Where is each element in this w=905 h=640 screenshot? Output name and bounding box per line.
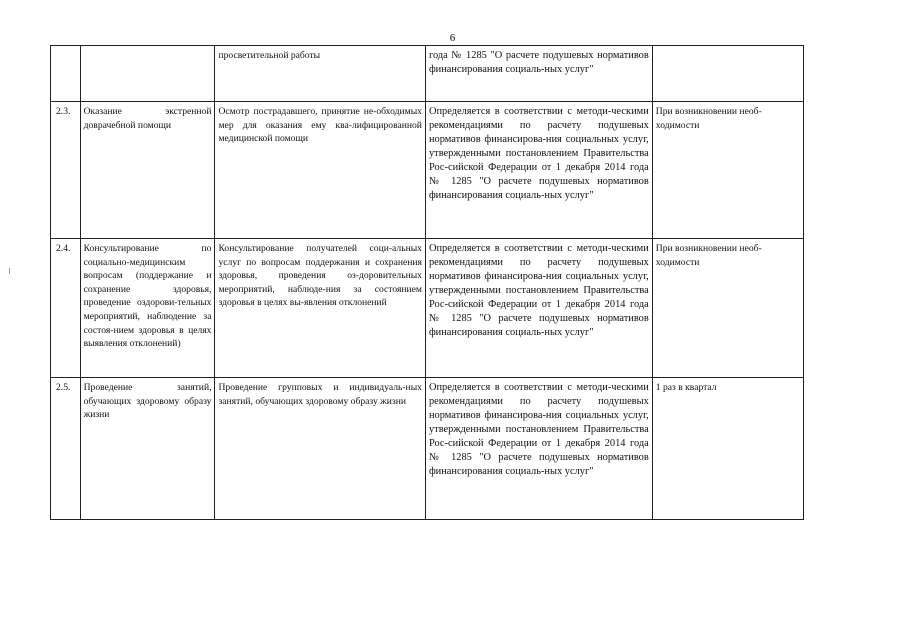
row-number: 2.3. (51, 102, 81, 239)
service-content: Проведение групповых и индивидуаль-ных занятий, обучающих здоровому образу жизни (215, 378, 425, 520)
table-row (51, 378, 804, 520)
table-row (51, 102, 804, 239)
service-period: При возникновении необ-ходимости (652, 239, 803, 378)
service-standard: Определяется в соответствии с методи-ческими рекомендациями по расчету подушевых нормативов финансирова-ния социальных услуг, утвержденными постановлением Правительства Рос-сийской Федерации от 1 декабря 2014 года № 1285 "О расчете подушевых нормативов финансирования социаль-ных услуг" (425, 102, 652, 239)
service-name (80, 46, 215, 102)
page-number: 6 (449, 32, 456, 44)
service-period: 1 раз в квартал (652, 378, 803, 520)
service-period: При возникновении необ-ходимости (652, 102, 803, 239)
service-name: Оказание экстренной доврачебной помощи (80, 102, 215, 239)
service-standard: года № 1285 "О расчете подушевых нормативов финансирования социаль-ных услуг" (425, 46, 652, 102)
service-content: Осмотр пострадавшего, принятие не-обходимых мер для оказания ему ква-лифицированной медицинской помощи (215, 102, 425, 239)
table-row (51, 239, 804, 378)
service-standard: Определяется в соответствии с методи-ческими рекомендациями по расчету подушевых нормативов финансирова-ния социальных услуг, утвержденными постановлением Правительства Рос-сийской Федерации от 1 декабря 2014 года № 1285 "О расчете подушевых нормативов финансирования социаль-ных услуг" (425, 378, 652, 520)
row-number: 2.4. (51, 239, 81, 378)
margin-mark (9, 268, 10, 274)
service-name: Проведение занятий, обучающих здоровому образу жизни (80, 378, 215, 520)
service-standard: Определяется в соответствии с методи-ческими рекомендациями по расчету подушевых нормативов финансирова-ния социальных услуг, утвержденными постановлением Правительства Рос-сийской Федерации от 1 декабря 2014 года № 1285 "О расчете подушевых нормативов финансирования социаль-ных услуг" (425, 239, 652, 378)
service-content: Консультирование получателей соци-альных услуг по вопросам поддержания и сохранения здоровья, проведения оз-доровительных мероприятий, наблюде-ния за состоянием здоровья в целях вы-явления отклонений (215, 239, 425, 378)
service-period (652, 46, 803, 102)
service-name: Консультирование по социально-медицинским вопросам (поддержание и сохранение здоровья, проведение оздорови-тельных мероприятий, наблюдение за состоя-нием здоровья в целях выявления отклонений) (80, 239, 215, 378)
service-content: просветительной работы (215, 46, 425, 102)
services-table (50, 45, 804, 520)
row-number (51, 46, 81, 102)
table-row (51, 46, 804, 102)
row-number: 2.5. (51, 378, 81, 520)
